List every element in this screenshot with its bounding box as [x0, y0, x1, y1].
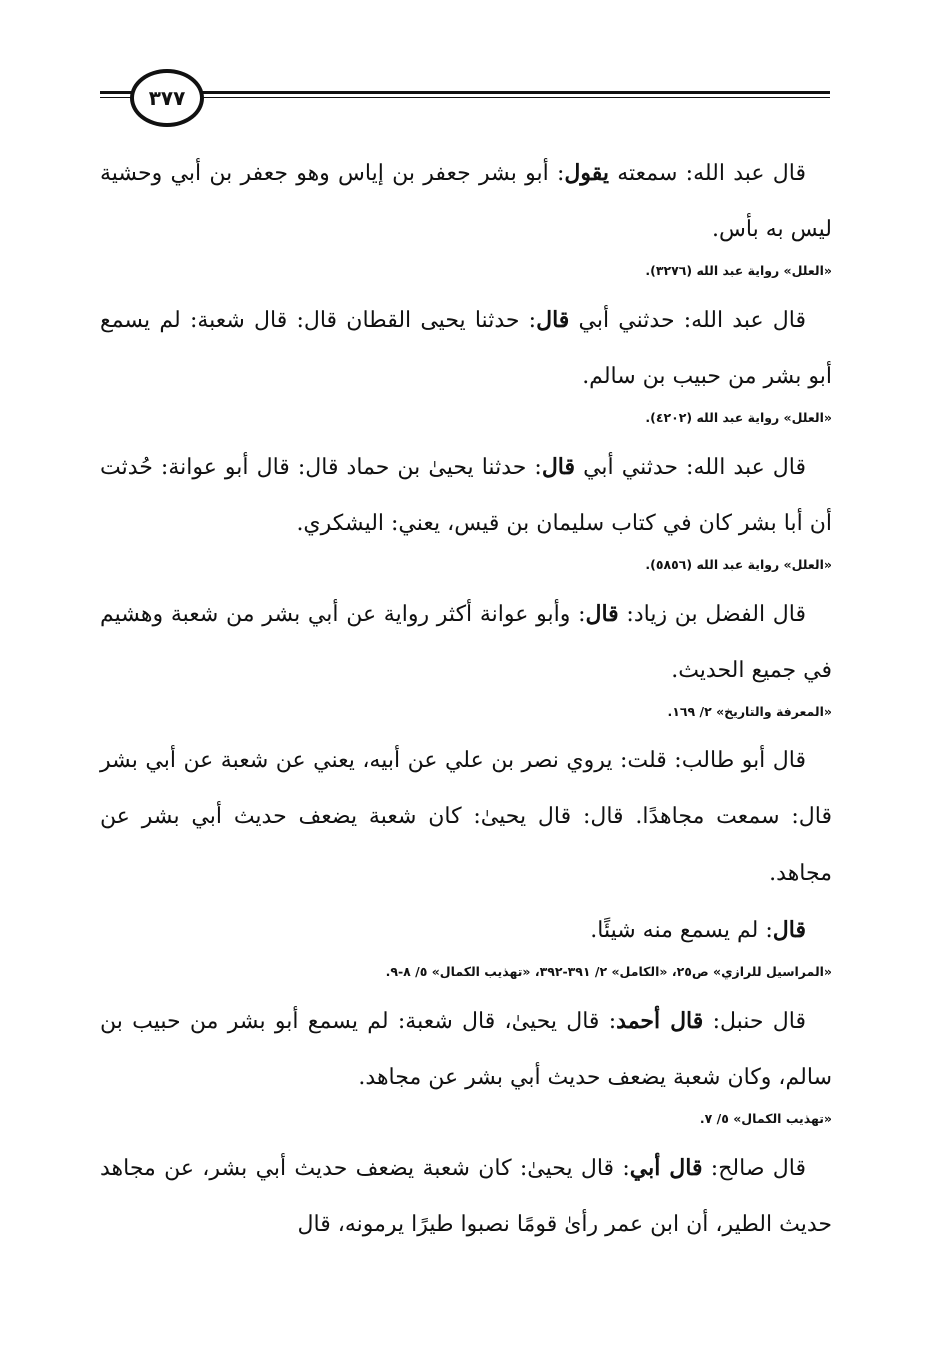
citation: «العلل» رواية عبد الله (٣٢٧٦). — [645, 263, 832, 278]
bold-text: يقول — [564, 160, 609, 186]
text: قال عبد الله: حدثني أبي — [575, 455, 806, 480]
citation: «المراسيل للرازي» ص٢٥، «الكامل» ٢/ ٣٩١-٣٩٢، «تهذيب الكمال» ٥/ ٨-٩. — [385, 964, 832, 979]
text: : وأبو عوانة أكثر رواية عن أبي بشر من شعبة وهشيم في جميع الحديث. — [100, 602, 832, 683]
page-body — [100, 145, 832, 1253]
text: قال حنبل: — [703, 1009, 807, 1034]
paragraph — [100, 1140, 832, 1253]
bold-text: قال — [541, 454, 576, 480]
text: : قال يحيىٰ، قال شعبة: لم يسمع أبو بشر من حبيب بن سالم، وكان شعبة يضعف حديث أبي بشر عن مجاهد. — [100, 1009, 832, 1090]
page-header — [100, 64, 830, 134]
paragraph — [100, 145, 832, 258]
citation: «العلل» رواية عبد الله (٥٨٥٦). — [645, 557, 832, 572]
bold-text: قال — [536, 307, 570, 333]
paragraph — [100, 993, 832, 1106]
paragraph — [100, 292, 832, 405]
text: قال صالح: — [702, 1156, 806, 1181]
text: : قال يحيىٰ: كان شعبة يضعف حديث أبي بشر، عن مجاهد حديث الطير، أن ابن عمر رأىٰ قومًا نصبوا طيرًا يرمونه، قال — [100, 1156, 832, 1237]
header-rule-thin — [100, 97, 830, 98]
citation: «المعرفة والتاريخ» ٢/ ١٦٩. — [667, 704, 832, 719]
text: : أبو بشر جعفر بن إياس وهو جعفر بن أبي وحشية ليس به بأس. — [100, 161, 832, 242]
paragraph — [100, 733, 832, 902]
text: : حدثنا يحيىٰ بن حماد قال: قال أبو عوانة: حُدثت أن أبا بشر كان في كتاب سليمان بن قيس، يعني: اليشكري. — [100, 455, 832, 536]
text: قال عبد الله: سمعته — [608, 161, 806, 186]
paragraph — [100, 586, 832, 699]
citation: «تهذيب الكمال» ٥/ ٧. — [699, 1111, 832, 1126]
page-number-badge — [130, 69, 204, 127]
citation: «العلل» رواية عبد الله (٤٢٠٢). — [645, 410, 832, 425]
text: قال الفضل بن زياد: — [618, 602, 806, 627]
paragraph — [100, 439, 832, 552]
bold-text: قال أبي — [629, 1155, 703, 1181]
text: قال عبد الله: حدثني أبي — [569, 308, 807, 333]
text: قال أبو طالب: قلت: يروي نصر بن علي عن أبيه، يعني عن شعبة عن أبي بشر قال: سمعت مجاهدًا. قال: قال يحيىٰ: كان شعبة يضعف حديث أبي بشر عن مجاهد. — [100, 748, 832, 886]
bold-text: قال أحمد — [616, 1008, 704, 1034]
text: : حدثنا يحيى القطان قال: قال شعبة: لم يسمع أبو بشر من حبيب بن سالم. — [100, 308, 832, 389]
bold-text: قال — [772, 917, 806, 943]
paragraph — [100, 902, 832, 959]
text: : لم يسمع منه شيئًا. — [590, 918, 773, 943]
bold-text: قال — [585, 601, 619, 627]
header-rule-thick — [100, 91, 830, 94]
page-number: ٣٧٧ — [148, 86, 186, 110]
